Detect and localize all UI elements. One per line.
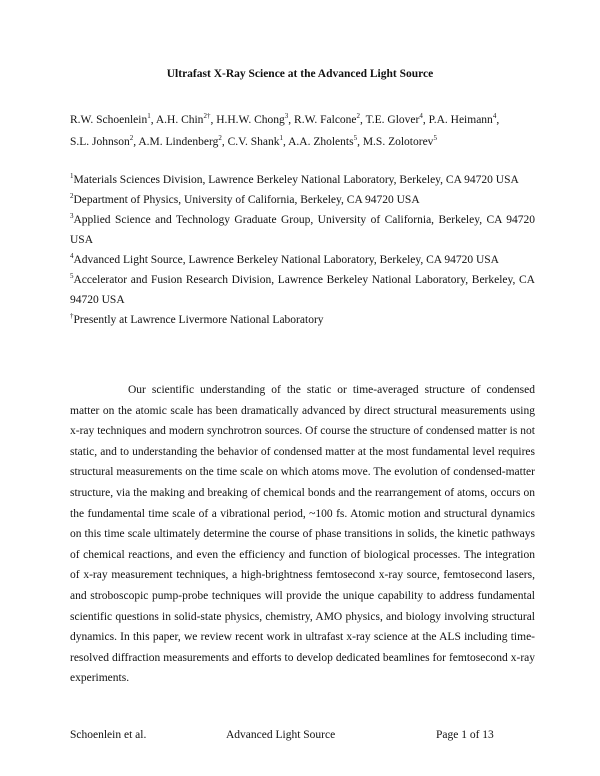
author-4: R.W. Falcone$^2$ <box>294 112 361 126</box>
paper-title: Ultrafast X-Ray Science at the Advanced Light Source <box>166 68 434 80</box>
footer-page-number: Page 1 of 13 <box>436 729 494 741</box>
affiliation-2: $^2$Department of Physics, University of California, Berkeley, CA 94720 USA <box>70 192 420 206</box>
author-6: P.A. Heimann$^4$ <box>428 112 497 126</box>
author-11: M.S. Zolotorev$^5$ <box>362 134 437 148</box>
affiliation-3: $^3$Applied Science and Technology Graduate Group, University of California, Berkeley, CA 94720 USA <box>70 212 535 246</box>
author-3: H.H.W. Chong$^3$ <box>216 112 289 126</box>
author-7: S.L. Johnson$^2$ <box>70 134 134 148</box>
affiliation-5: $^5$Accelerator and Fusion Research Division, Lawrence Berkeley National Laboratory, Berkeley, CA 94720 USA <box>70 272 535 306</box>
author-8: A.M. Lindenberg$^2$ <box>138 134 222 148</box>
author-9: C.V. Shank$^1$ <box>227 134 283 148</box>
affiliation-1: $^1$Materials Sciences Division, Lawrence Berkeley National Laboratory, Berkeley, CA 94720 USA <box>70 172 519 186</box>
affiliation-list <box>70 170 535 330</box>
abstract-paragraph: Our scientific understanding of the static or time-averaged structure of condensed matter on the atomic scale has been dramatically advanced by direct structural measurements using x-ray techniques and modern synchrotron sources. Of course the structure of condensed matter is not static, and to understanding the behavior of condensed matter at the most fundamental level requires structural measurements on the time scale on which atoms move. The evolution of condensed-matter structure, via the making and breaking of chemical bonds and the rearrangement of atoms, occurs on the fundamental time scale of a vibrational period, ~100 fs. Atomic motion and structural dynamics on this time scale ultimately determine the course of phase transitions in solids, the kinetic pathways of chemical reactions, and even the efficiency and function of biological processes. The integration of x-ray measurement techniques, a high-brightness femtosecond x-ray source, femtosecond lasers, and stroboscopic pump-probe techniques will provide the unique capability to address fundamental scientific questions in solid-state physics, chemistry, AMO physics, and biology involving structural dynamics. In this paper, we review recent work in ultrafast x-ray science at the ALS including time-resolved diffraction measurements and efforts to develop dedicated beamlines for femtosecond x-ray experiments. <box>70 384 535 685</box>
author-list: R.W. Schoenlein$^1$, A.H. Chin$^{2\dagger}$, H.H.W. Chong$^3$, R.W. Falcone$^2$, T.E. Glover$^4$, P.A. Heimann$^4$, S.L. Johnson$^2$, A.M. Lindenberg$^2$, C.V. Shank$^1$, A.A. Zholents$^5$, M.S. Zolotorev$^5$ <box>70 112 500 148</box>
author-1: R.W. Schoenlein$^1$ <box>70 112 151 126</box>
affiliation-note: †Presently at Lawrence Livermore National Laboratory <box>70 312 324 326</box>
footer-authors: Schoenlein et al. <box>70 729 147 741</box>
author-2: A.H. Chin$^{2\dagger}$ <box>155 112 211 126</box>
affiliation-4: $^4$Advanced Light Source, Lawrence Berkeley National Laboratory, Berkeley, CA 94720 USA <box>70 252 499 266</box>
footer-source: Advanced Light Source <box>226 729 336 741</box>
author-10: A.A. Zholents$^5$ <box>288 134 358 148</box>
author-5: T.E. Glover$^4$ <box>365 112 423 126</box>
